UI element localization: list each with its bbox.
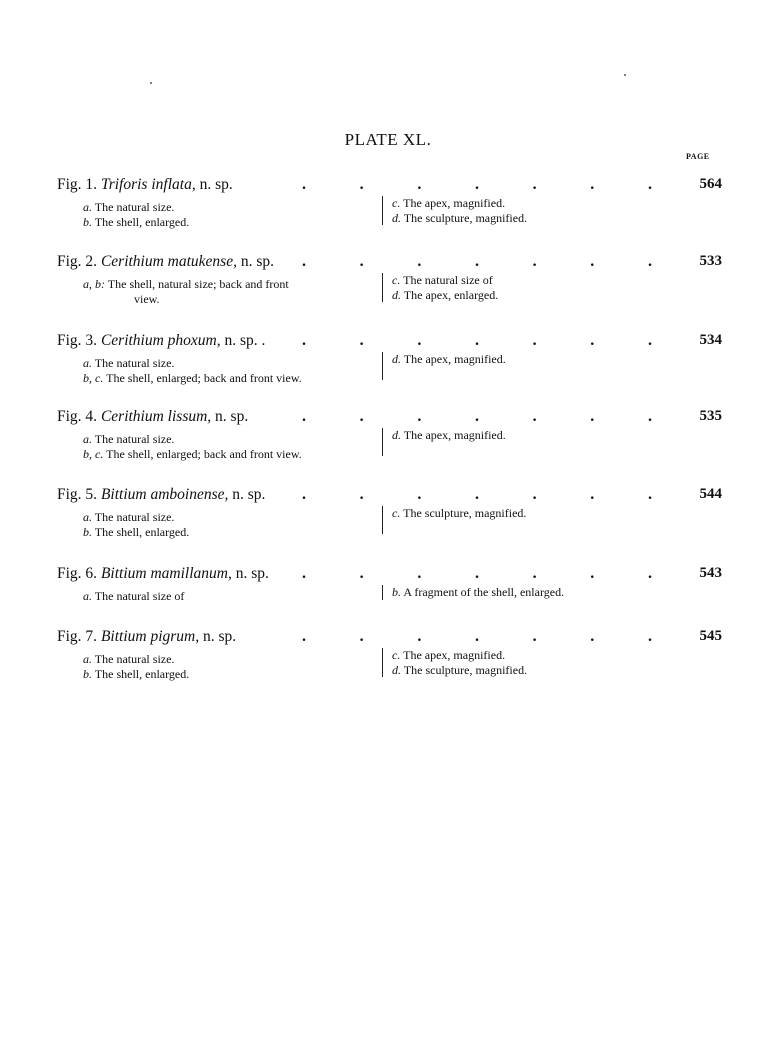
description-left	[83, 356, 363, 385]
description-text: The natural size.	[94, 652, 175, 666]
description-right	[382, 196, 527, 225]
description-line	[392, 428, 506, 443]
description-line	[83, 371, 363, 386]
description-letter: a.	[83, 432, 92, 446]
description-letter: a.	[83, 589, 92, 603]
species-name: Bittium pigrum,	[100, 628, 200, 645]
description-left	[83, 589, 363, 604]
figure-label: Fig. 1.	[57, 176, 98, 193]
description-line	[392, 196, 527, 211]
description-text: The natural size.	[94, 200, 175, 214]
description-letter: c.	[392, 273, 401, 287]
species-name: Cerithium phoxum,	[100, 332, 221, 349]
description-letter: b, c.	[83, 370, 104, 385]
dot-leader: . . . . . . .	[302, 332, 652, 349]
figure-heading	[57, 628, 722, 648]
figure-label: Fig. 6.	[57, 565, 98, 582]
description-letter: b.	[83, 524, 92, 539]
description-text: The apex, magnified.	[403, 428, 506, 442]
figure-heading-text	[57, 565, 269, 583]
dot-leader: . . . . . . .	[302, 408, 652, 425]
figure-heading	[57, 408, 722, 428]
description-line	[392, 648, 527, 663]
description-letter: a.	[83, 356, 92, 370]
description-line	[83, 510, 363, 525]
page-number: 544	[699, 486, 722, 502]
description-letter: d.	[392, 210, 401, 225]
description-text: The natural size of	[403, 273, 493, 287]
species-suffix: n. sp.	[232, 486, 266, 503]
description-letter: d.	[392, 428, 401, 442]
figure-label: Fig. 7.	[57, 628, 98, 645]
description-letter: a.	[83, 510, 92, 524]
description-text: The sculpture, magnified.	[403, 662, 528, 677]
description-text: The apex, enlarged.	[403, 287, 499, 302]
description-left	[83, 277, 363, 306]
description-left	[83, 432, 363, 461]
figure-label: Fig. 3.	[57, 332, 98, 349]
description-letter: c.	[392, 648, 401, 662]
description-letter: b.	[83, 666, 92, 681]
description-letter: d.	[392, 662, 401, 677]
scan-speck	[150, 82, 152, 84]
description-right	[382, 352, 506, 380]
figure-heading	[57, 486, 722, 506]
figure-heading-text	[57, 486, 265, 504]
description-text: The shell, enlarged.	[94, 214, 190, 229]
description-line	[83, 356, 363, 371]
description-text: view.	[134, 291, 160, 306]
page-number: 564	[699, 176, 722, 192]
description-letter: c.	[392, 506, 401, 520]
description-letter: a.	[83, 200, 92, 214]
dot-leader: . . . . . . .	[302, 486, 652, 503]
description-line	[83, 292, 363, 307]
dot-leader: . . . . . . .	[302, 176, 652, 193]
description-right	[382, 273, 498, 302]
description-text: The apex, magnified.	[403, 352, 506, 366]
species-name: Triforis inflata,	[100, 176, 196, 193]
description-left	[83, 510, 363, 539]
description-letter: b.	[392, 585, 401, 599]
figure-heading-text	[57, 332, 265, 350]
page-number: 535	[699, 408, 722, 424]
description-text: The sculpture, magnified.	[403, 210, 528, 225]
description-text: The natural size of	[94, 589, 185, 603]
description-line	[83, 215, 363, 230]
species-suffix: n. sp.	[202, 628, 237, 645]
description-line	[83, 447, 363, 462]
description-line	[392, 211, 527, 226]
figure-heading-text	[57, 628, 236, 646]
page-number: 543	[699, 565, 722, 581]
dot-leader: . . . . . . .	[302, 565, 652, 582]
description-line	[392, 273, 498, 288]
description-letter: d.	[392, 352, 401, 366]
description-right	[382, 506, 526, 534]
figure-heading-text	[57, 176, 233, 194]
description-line	[83, 589, 363, 604]
description-left	[83, 652, 363, 681]
description-line	[392, 506, 526, 521]
dot-leader: . . . . . . .	[302, 628, 652, 645]
description-letter: b, c.	[83, 446, 104, 461]
description-text: A fragment of the shell, enlarged.	[403, 585, 565, 599]
description-text: The shell, enlarged; back and front view.	[106, 370, 302, 385]
description-text: The natural size.	[94, 510, 175, 524]
description-letter: a.	[83, 652, 92, 666]
figure-heading-text	[57, 408, 248, 426]
dot-leader: . . . . . . .	[302, 253, 652, 270]
page-number: 534	[699, 332, 722, 348]
description-right	[382, 585, 564, 600]
description-text: The sculpture, magnified.	[403, 506, 527, 520]
description-right	[382, 428, 506, 456]
description-left	[83, 200, 363, 229]
description-text: The shell, enlarged.	[94, 666, 190, 681]
description-text: The shell, natural size; back and front	[107, 277, 289, 291]
description-text: The natural size.	[94, 356, 175, 370]
species-name: Bittium mamillanum,	[100, 565, 232, 582]
description-line	[83, 667, 363, 682]
description-line	[83, 277, 363, 292]
figure-heading-text	[57, 253, 274, 271]
description-text: The apex, magnified.	[403, 196, 506, 210]
figure-heading	[57, 253, 722, 273]
figure-heading	[57, 332, 722, 352]
description-line	[83, 432, 363, 447]
page-number: 545	[699, 628, 722, 644]
species-name: Cerithium matukense,	[100, 253, 237, 270]
description-letter: c.	[392, 196, 401, 210]
page-column-header: PAGE	[686, 152, 710, 161]
species-suffix: n. sp.	[235, 565, 269, 582]
plate-title: PLATE XL.	[344, 130, 432, 149]
figure-heading	[57, 176, 722, 196]
scan-speck	[624, 74, 626, 76]
species-suffix: n. sp.	[215, 408, 249, 425]
description-text: The shell, enlarged.	[94, 524, 190, 539]
species-suffix: n. sp.	[240, 253, 275, 270]
description-line	[83, 525, 363, 540]
description-text: The apex, magnified.	[403, 648, 506, 662]
description-line	[83, 200, 363, 215]
description-letter: b.	[83, 214, 92, 229]
figure-label: Fig. 4.	[57, 408, 98, 425]
page-number: 533	[699, 253, 722, 269]
description-text: The shell, enlarged; back and front view.	[106, 446, 302, 461]
species-name: Cerithium lissum,	[100, 408, 212, 425]
species-suffix: n. sp. .	[224, 332, 266, 349]
description-line	[83, 652, 363, 667]
description-line	[392, 288, 498, 303]
species-name: Bittium amboinense,	[100, 486, 229, 503]
description-letter: d.	[392, 287, 401, 302]
description-text: The natural size.	[94, 432, 175, 446]
figure-label: Fig. 2.	[57, 253, 98, 270]
figure-label: Fig. 5.	[57, 486, 98, 503]
description-right	[382, 648, 527, 677]
description-line	[392, 663, 527, 678]
figure-heading	[57, 565, 722, 585]
species-suffix: n. sp.	[199, 176, 233, 193]
description-line	[392, 585, 564, 600]
description-letter: a, b:	[83, 277, 105, 291]
description-line	[392, 352, 506, 367]
